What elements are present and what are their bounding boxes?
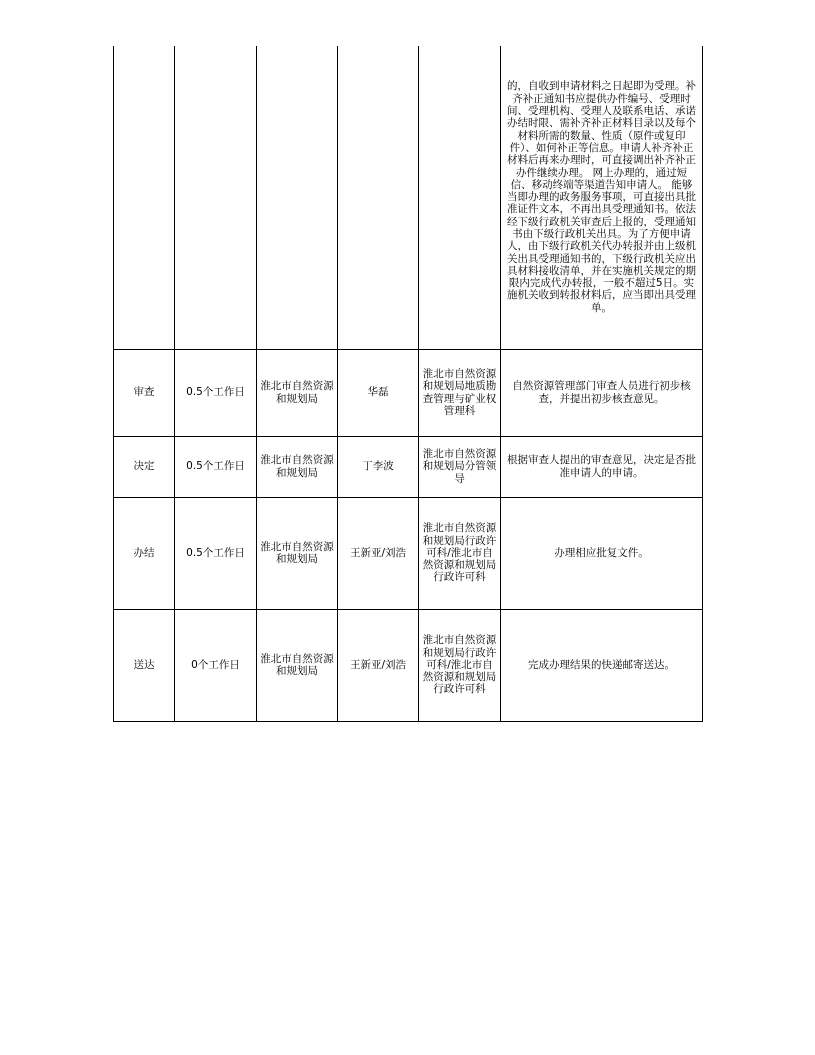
person-cell: 丁李波 (338, 436, 419, 497)
org-cell: 淮北市自然资源和规划局 (257, 436, 338, 497)
process-table (113, 46, 703, 722)
table-row (114, 349, 703, 436)
person-cell: 华磊 (338, 349, 419, 436)
dept-cell: 淮北市自然资源和规划局地质勘查管理与矿业权管理科 (419, 349, 501, 436)
desc-cell: 办理相应批复文件。 (501, 497, 703, 609)
step-cell: 送达 (114, 609, 175, 721)
desc-cell: 自然资源管理部门审查人员进行初步核查，并提出初步核查意见。 (501, 349, 703, 436)
time-cell: 0.5个工作日 (175, 436, 257, 497)
dept-cell (419, 46, 501, 349)
org-cell (257, 46, 338, 349)
step-cell (114, 46, 175, 349)
desc-cell: 完成办理结果的快递邮寄送达。 (501, 609, 703, 721)
person-cell (338, 46, 419, 349)
step-cell: 办结 (114, 497, 175, 609)
org-cell: 淮北市自然资源和规划局 (257, 349, 338, 436)
table-row (114, 497, 703, 609)
time-cell (175, 46, 257, 349)
table-row (114, 609, 703, 721)
person-cell: 王新亚/刘浩 (338, 497, 419, 609)
org-cell: 淮北市自然资源和规划局 (257, 497, 338, 609)
table-row (114, 46, 703, 349)
time-cell: 0.5个工作日 (175, 497, 257, 609)
step-cell: 审查 (114, 349, 175, 436)
dept-cell: 淮北市自然资源和规划局分管领导 (419, 436, 501, 497)
step-cell: 决定 (114, 436, 175, 497)
org-cell: 淮北市自然资源和规划局 (257, 609, 338, 721)
desc-cell: 根据审查人提出的审查意见，决定是否批准申请人的申请。 (501, 436, 703, 497)
time-cell: 0个工作日 (175, 609, 257, 721)
desc-cell: 的，自收到申请材料之日起即为受理。补齐补正通知书应提供办件编号、受理时间、受理机构、受理人及联系电话、承诺办结时限、需补齐补正材料目录以及每个材料所需的数量、性质（原件或复印件）、如何补正等信息。申请人补齐补正材料后再来办理时，可直接调出补齐补正办件继续办理。 网上办理的，通过短信、移动终端等渠道告知申请人。 能够当即办理的政务服务事项，可直接出具批准证件文本，不再出具受理通知书。依法经下级行政机关审查后上报的，受理通知书由下级行政机关出具。为了方便申请人，由下级行政机关代办转报并由上级机关出具受理通知书的，下级行政机关应出具材料接收清单，并在实施机关规定的期限内完成代办转报，一般不超过5日。实施机关收到转报材料后，应当即出具受理单。 (501, 46, 703, 349)
person-cell: 王新亚/刘浩 (338, 609, 419, 721)
time-cell: 0.5个工作日 (175, 349, 257, 436)
dept-cell: 淮北市自然资源和规划局行政许可科/淮北市自然资源和规划局行政许可科 (419, 497, 501, 609)
dept-cell: 淮北市自然资源和规划局行政许可科/淮北市自然资源和规划局行政许可科 (419, 609, 501, 721)
table-row (114, 436, 703, 497)
